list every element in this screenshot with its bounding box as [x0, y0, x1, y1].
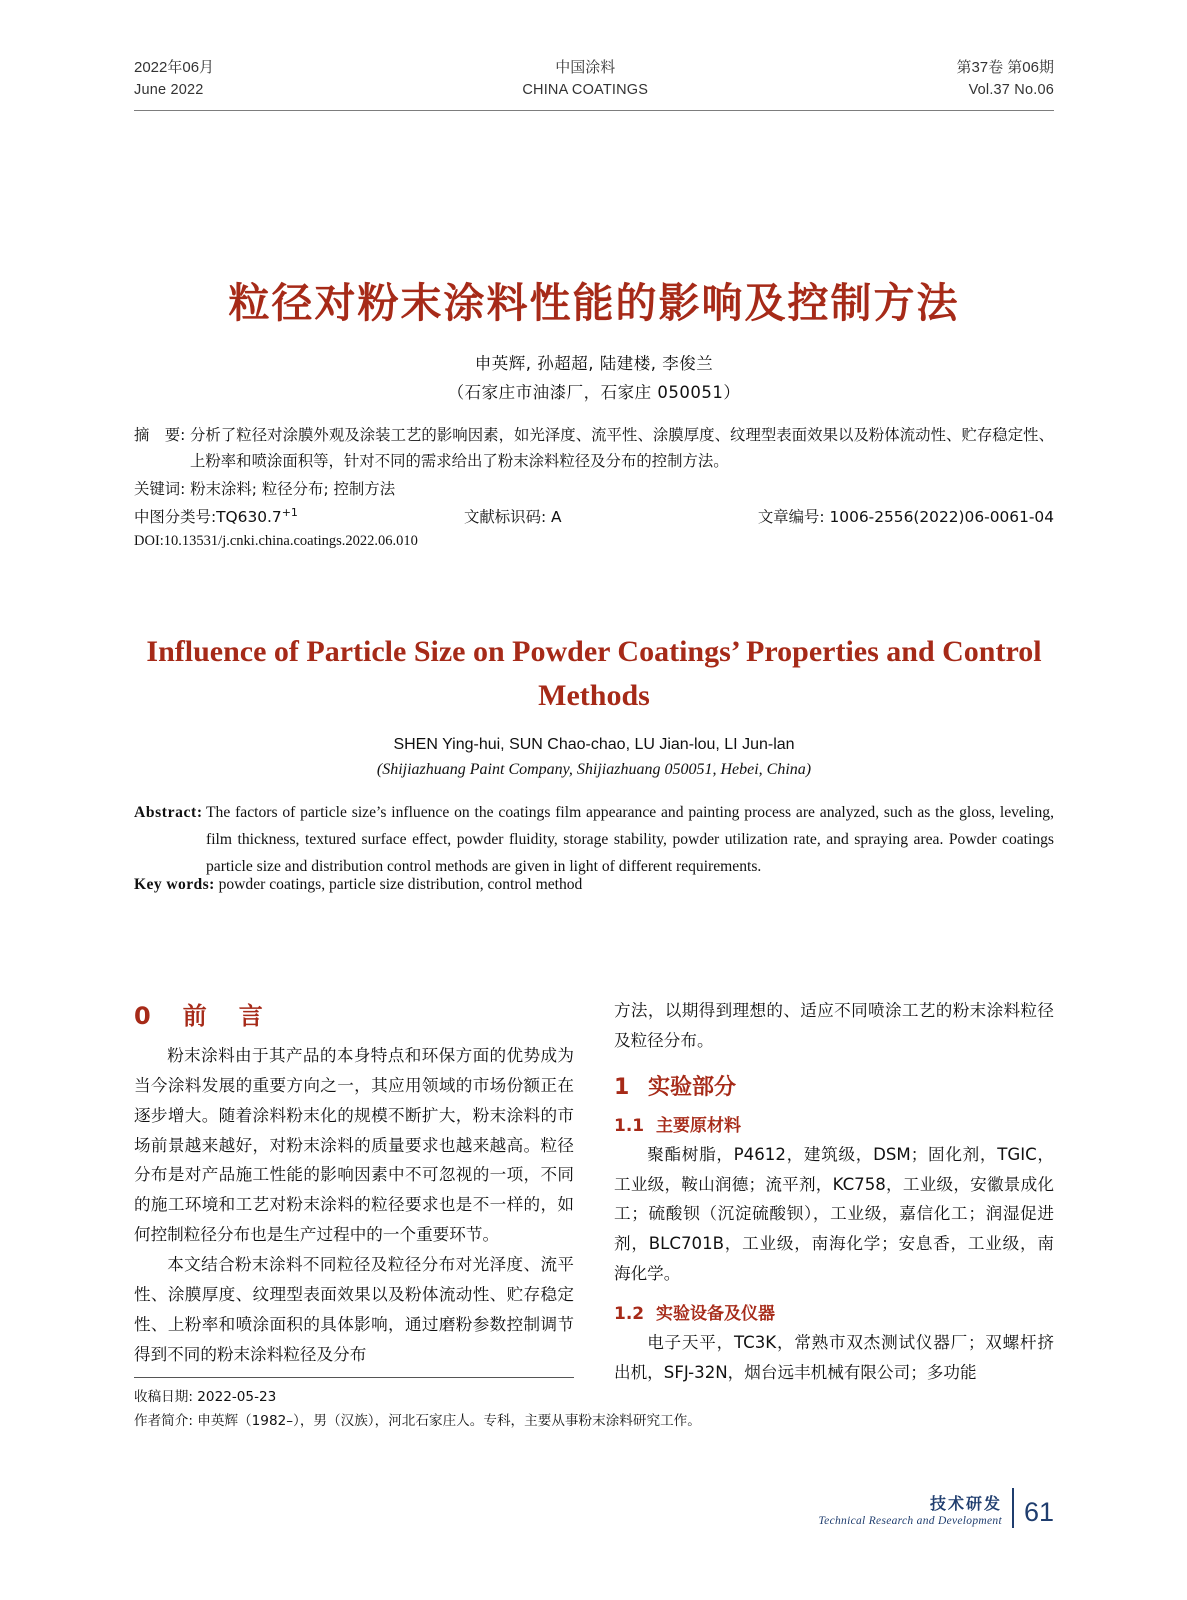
volume-issue-cn: 第37卷 第06期 [956, 59, 1054, 76]
article-number: 文章编号: 1006-2556(2022)06-0061-04 [757, 508, 1054, 526]
clc-label: 中图分类号: [134, 508, 217, 526]
running-head-right [956, 56, 1054, 102]
body-columns [134, 996, 1054, 1382]
column-left [134, 996, 574, 1369]
page-footer [819, 1488, 1054, 1528]
heading-section-1-2-text: 实验设备及仪器 [656, 1304, 775, 1325]
keywords-cn: 关键词: 粉末涂料; 粒径分布; 控制方法 [134, 480, 396, 498]
running-head-center [214, 56, 956, 102]
abstract-label-cn: 摘 要: [134, 426, 186, 444]
abstract-label-en: Abstract: [134, 804, 203, 821]
keywords-text-en: powder coatings, particle size distribution, control method [218, 876, 583, 893]
received-date: 收稿日期: 2022-05-23 [134, 1389, 277, 1405]
classification-row [134, 505, 1054, 527]
running-head-left [134, 56, 214, 102]
heading-section-1-1-number: 1.1 [614, 1115, 645, 1136]
abstract-en [134, 800, 1054, 880]
journal-name-cn: 中国涂料 [555, 59, 616, 76]
page-title-cn: 粒径对粉末涂料性能的影响及控制方法 [228, 279, 960, 327]
journal-name-en: CHINA COATINGS [522, 82, 649, 99]
authors-cn: 申英辉, 孙超超, 陆建楼, 李俊兰 [474, 354, 714, 373]
abstract-cn [134, 422, 1054, 475]
heading-section-1-text: 实验部分 [648, 1074, 737, 1100]
footer-divider [1012, 1488, 1014, 1528]
footer-section-cn: 技术研发 [929, 1493, 1002, 1513]
clc-number [134, 505, 464, 527]
running-head [134, 56, 1054, 102]
page-number: 61 [1023, 1497, 1054, 1527]
heading-section-1-2 [614, 1299, 1054, 1324]
keywords-label-en: Key words: [134, 876, 215, 893]
author-bio: 作者简介: 申英辉（1982–），男（汉族），河北石家庄人。专科，主要从事粉末涂料研究工作。 [134, 1412, 701, 1429]
heading-section-1-1-text: 主要原材料 [656, 1115, 741, 1136]
abstract-text-cn: 分析了粒径对涂膜外观及涂装工艺的影响因素，如光泽度、流平性、涂膜厚度、纹理型表面效果以及粉体流动性、贮存稳定性、上粉率和喷涂面积等，针对不同的需求给出了粉末涂料粒径及分布的控制方法。 [190, 426, 1054, 471]
header-divider [134, 110, 1054, 111]
affiliation-en: (Shijiazhuang Paint Company, Shijiazhuang 050051, Hebei, China) [376, 761, 812, 778]
authors-en: SHEN Ying-hui, SUN Chao-chao, LU Jian-lou, LI Jun-lan [393, 736, 795, 753]
volume-issue-en: Vol.37 No.06 [968, 82, 1054, 99]
footnotes [134, 1386, 834, 1434]
heading-section-1-1 [614, 1111, 1054, 1136]
footer-section-label [819, 1494, 1002, 1528]
doi: DOI:10.13531/j.cnki.china.coatings.2022.06.010 [134, 533, 418, 549]
paragraph-2: 本文结合粉末涂料不同粒径及粒径分布对光泽度、流平性、涂膜厚度、纹理型表面效果以及粉体流动性、贮存稳定性、上粉率和喷涂面积的具体影响，通过磨粉参数控制调节得到不同的粉末涂料粒径及分布 [134, 1255, 574, 1364]
keywords-en [134, 876, 1054, 894]
issue-date-en: June 2022 [134, 82, 204, 99]
paragraph-1: 粉末涂料由于其产品的本身特点和环保方面的优势成为当今涂料发展的重要方向之一，其应用领域的市场份额正在逐步增大。随着涂料粉末化的规模不断扩大，粉末涂料的市场前景越来越好，对粉末涂料的质量要求也越来越高。粒径分布是对产品施工性能的影响因素中不可忽视的一项，不同的施工环境和工艺对粉末涂料的粒径要求也是不一样的，如何控制粒径分布也是生产过程中的一个重要环节。 [134, 1046, 574, 1245]
abstract-text-en: The factors of particle size’s influence on the coatings film appearance and painting process are analyzed, such as the gloss, leveling, film thickness, textured surface effect, powder fluidity, storage stability, powder utilization rate, and spraying area. Powder coatings particle size and distribution control methods are given in light of different requirements. [206, 804, 1054, 875]
heading-section-1 [614, 1070, 1054, 1101]
clc-superscript: +1 [281, 505, 298, 519]
heading-section-0: 0 前 言 [134, 1002, 267, 1030]
footnote-divider [134, 1377, 574, 1378]
heading-section-1-number: 1 [614, 1074, 630, 1100]
paragraph-4: 电子天平，TC3K，常熟市双杰测试仪器厂；双螺杆挤出机，SFJ-32N，烟台远丰机械有限公司；多功能 [614, 1333, 1054, 1382]
document-code: 文献标识码: A [464, 508, 562, 526]
clc-value: TQ630.7 [216, 508, 282, 526]
affiliation-cn: （石家庄市油漆厂，石家庄 050051） [447, 383, 741, 402]
paragraph-3: 聚酯树脂，P4612，建筑级，DSM；固化剂，TGIC，工业级，鞍山润德；流平剂，KC758，工业级，安徽景成化工；硫酸钡（沉淀硫酸钡），工业级，嘉信化工；润湿促进剂，BLC701B，工业级，南海化学；安息香，工业级，南海化学。 [614, 1144, 1054, 1284]
heading-section-1-2-number: 1.2 [614, 1304, 645, 1325]
paragraph-2-continued: 方法，以期得到理想的、适应不同喷涂工艺的粉末涂料粒径及粒径分布。 [614, 1001, 1054, 1050]
column-right [614, 996, 1054, 1388]
footer-section-en: Technical Research and Development [818, 1514, 1002, 1527]
page-title-en: Influence of Particle Size on Powder Coatings’ Properties and Control Methods [146, 635, 1042, 712]
issue-date-cn: 2022年06月 [134, 59, 215, 76]
